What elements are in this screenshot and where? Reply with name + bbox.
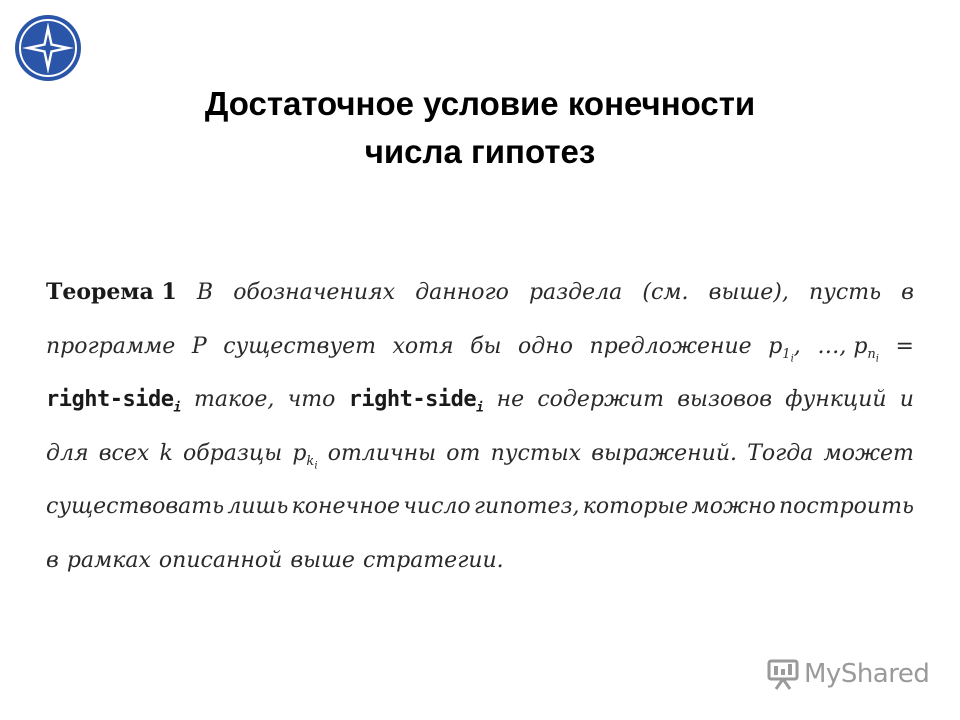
word: хотя	[392, 333, 454, 359]
word: которые	[582, 494, 689, 519]
word: содержит	[537, 387, 664, 412]
math-P: P	[191, 333, 207, 359]
word: существует	[223, 333, 376, 359]
word: отличны	[327, 440, 437, 466]
math-equals: =	[895, 333, 914, 359]
watermark	[766, 656, 929, 692]
math-p-1i: $p_{1_i}$,	[768, 333, 801, 365]
theorem-block	[46, 266, 914, 587]
page-title	[0, 80, 960, 176]
word: для	[46, 440, 89, 466]
word: раздела	[528, 280, 623, 305]
word: описанной	[158, 547, 283, 573]
watermark-text: MyShared	[804, 659, 930, 689]
word: обозначениях	[233, 280, 396, 305]
word: можно	[691, 494, 776, 519]
word: (см.	[642, 280, 689, 305]
theorem-label: Теорема 1	[46, 279, 177, 305]
word: что	[287, 387, 336, 412]
theorem-line-2	[46, 320, 914, 374]
word: число	[403, 494, 471, 519]
word: лишь	[227, 494, 289, 519]
word: существовать	[46, 494, 225, 519]
word: выражений.	[591, 440, 737, 466]
theorem-line-5	[46, 480, 914, 534]
theorem-line-6	[46, 534, 914, 588]
math-k: k	[159, 440, 173, 466]
word: от	[446, 440, 481, 466]
word: данного	[415, 280, 509, 305]
word: стратегии.	[362, 547, 504, 573]
word: программе	[46, 333, 176, 359]
word: одно	[518, 333, 573, 359]
compass-star-logo	[14, 14, 82, 82]
word: образцы	[183, 440, 283, 466]
word: может	[823, 440, 914, 466]
word: конечное	[291, 494, 400, 519]
word: в	[46, 547, 59, 573]
word: всех	[98, 440, 150, 466]
word: функций	[785, 387, 887, 412]
title-line-1: Достаточное условие конечности	[204, 85, 756, 122]
theorem-line-1	[46, 266, 914, 320]
word: построить	[778, 494, 914, 519]
word: Тогда	[747, 440, 814, 466]
presentation-board-icon	[766, 657, 800, 691]
word: предложение	[589, 333, 752, 359]
word: вызовов	[677, 387, 773, 412]
word: В	[196, 280, 214, 305]
theorem-line-3	[46, 373, 914, 427]
theorem-line-4	[46, 427, 914, 481]
word: бы	[470, 333, 502, 359]
math-p-ki: $p_{k_i}$	[292, 440, 318, 472]
code-right-side: right-side$_i$	[348, 387, 484, 416]
word: рамках	[66, 547, 151, 573]
code-right-side: right-side$_i$	[46, 387, 181, 416]
title-line-2: числа гипотез	[364, 133, 596, 170]
word: выше	[290, 547, 355, 573]
word: выше),	[708, 280, 789, 305]
word: такое,	[194, 387, 275, 412]
word: пусть	[808, 280, 882, 305]
word: гипотез,	[473, 494, 580, 519]
word: пустых	[490, 440, 582, 466]
word: и	[899, 387, 914, 412]
math-dots-p-ni: …, $p_{n_i}$	[817, 333, 879, 365]
word: не	[496, 387, 525, 412]
word: в	[901, 280, 914, 305]
